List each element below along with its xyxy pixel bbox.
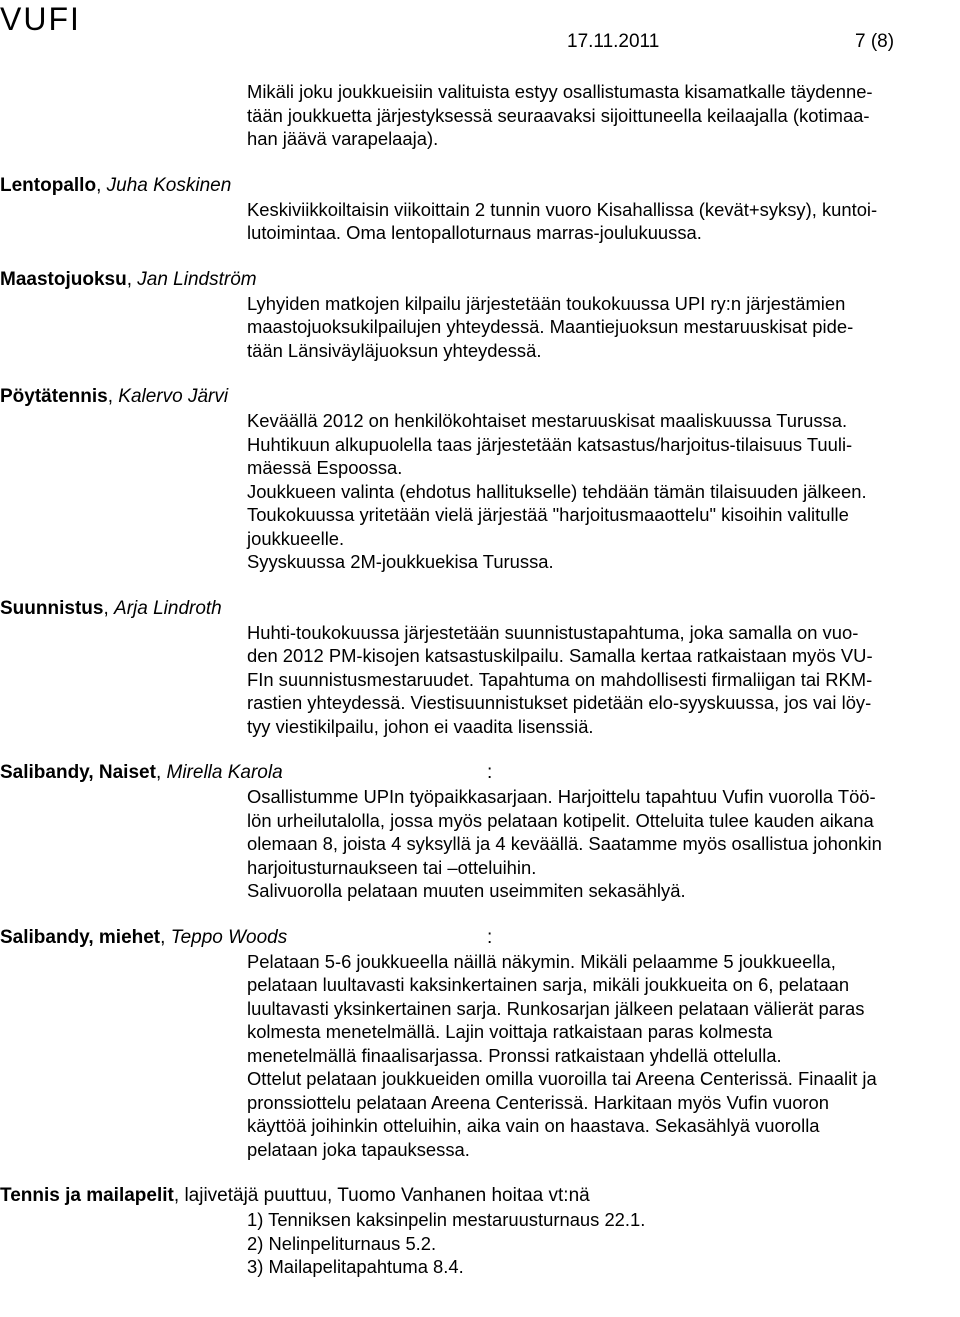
text-line: Pelataan 5-6 joukkueella näillä näkymin. Mikäli pelaamme 5 joukkueella, bbox=[247, 950, 836, 972]
logo: VUFI bbox=[0, 1, 81, 37]
section-text bbox=[247, 409, 959, 574]
separator: , bbox=[96, 174, 107, 196]
section-text bbox=[247, 621, 959, 739]
text-line: Huhti-toukokuussa järjestetään suunnistustapahtuma, joka samalla on vuo- bbox=[247, 621, 859, 643]
sport-name: Tennis ja mailapelit bbox=[0, 1185, 174, 1206]
section-heading bbox=[0, 174, 960, 198]
intro-paragraph bbox=[247, 80, 959, 151]
text-line: pelataan luultavasti kaksinkertainen sarja, mikäli joukkueita on 6, pelataan bbox=[247, 974, 850, 995]
heading-colon: : bbox=[487, 926, 493, 948]
text-line: han jäävä varapelaaja). bbox=[247, 128, 439, 149]
text-line: menetelmällä finaalisarjassa. Pronssi ratkaistaan yhdellä ottelulla. bbox=[247, 1044, 782, 1066]
text-line: 1) Tenniksen kaksinpelin mestaruusturnaus 22.1. bbox=[247, 1209, 646, 1230]
text-line: lutoimintaa. Oma lentopalloturnaus marras-joulukuussa. bbox=[247, 222, 702, 243]
separator: , bbox=[173, 1185, 185, 1206]
text-line: Huhtikuun alkupuolella taas järjestetään katsastus/harjoitus-tilaisuus Tuuli- bbox=[247, 433, 853, 455]
section-text bbox=[247, 198, 959, 245]
separator: , bbox=[126, 268, 138, 290]
text-line: Lyhyiden matkojen kilpailu järjestetään toukokuussa UPI ry:n järjestämien bbox=[247, 292, 846, 314]
text-line: Mikäli joku joukkueisiin valituista estyy osallistumasta kisamatkalle täydenne- bbox=[247, 81, 873, 102]
section-text bbox=[247, 950, 959, 1162]
sport-section bbox=[0, 1184, 960, 1279]
text-line: tään joukkuetta järjestyksessä seuraavaksi sijoittuneella keilaajalla (kotimaa- bbox=[247, 104, 870, 126]
section-heading bbox=[0, 597, 960, 621]
text-line: Osallistumme UPIn työpaikkasarjaan. Harjoittelu tapahtuu Vufin vuorolla Töö- bbox=[247, 786, 876, 807]
text-line: mäessä Espoossa. bbox=[247, 457, 403, 478]
sports-sections bbox=[0, 174, 960, 1279]
coordinator-name: Juha Koskinen bbox=[106, 174, 232, 196]
section-text bbox=[247, 292, 959, 363]
coordinator-name: Jan Lindström bbox=[137, 268, 257, 290]
separator: , bbox=[107, 386, 119, 407]
separator: , bbox=[160, 926, 171, 948]
sport-section bbox=[0, 268, 960, 363]
separator: , bbox=[103, 597, 115, 619]
sport-section bbox=[0, 761, 960, 903]
text-line: Keskiviikkoiltaisin viikoittain 2 tunnin vuoro Kisahallissa (kevät+syksy), kuntoi- bbox=[247, 198, 878, 220]
sport-name: Salibandy, Naiset bbox=[0, 762, 156, 783]
text-line: pelataan joka tapauksessa. bbox=[247, 1138, 470, 1160]
header-date: 17.11.2011 bbox=[567, 31, 660, 52]
text-line: käyttöä joihinkin otteluihin, aika vain on haastava. Sekasählyä vuorolla bbox=[247, 1115, 820, 1136]
sport-name: Lentopallo bbox=[0, 174, 97, 196]
text-line: luultavasti yksinkertainen sarja. Runkosarjan jälkeen pelataan välierät paras bbox=[247, 997, 865, 1019]
text-line: tyy viestikilpailu, johon ei vaadita lisenssiä. bbox=[247, 715, 594, 737]
text-line: den 2012 PM-kisojen katsastuskilpailu. Samalla kertaa ratkaistaan myös VU- bbox=[247, 645, 873, 666]
sport-section bbox=[0, 385, 960, 574]
text-line: Toukokuussa yritetään vielä järjestää "harjoitusmaaottelu" kisoihin valitulle bbox=[247, 504, 849, 525]
text-line: harjoitusturnaukseen tai –otteluihin. bbox=[247, 856, 537, 878]
section-heading bbox=[0, 926, 960, 950]
section-text bbox=[247, 1208, 959, 1279]
page-number: 7 (8) bbox=[855, 31, 895, 52]
section-heading bbox=[0, 761, 960, 785]
text-line: FIn suunnistusmestaruudet. Tapahtuma on mahdollisesti firmaliigan tai RKM- bbox=[247, 668, 873, 690]
document-body bbox=[0, 80, 960, 1279]
text-line: 3) Mailapelitapahtuma 8.4. bbox=[247, 1256, 464, 1277]
text-line: tään Länsiväyläjuoksun yhteydessä. bbox=[247, 339, 542, 361]
sport-name: Suunnistus bbox=[0, 597, 104, 619]
heading-note: lajivetäjä puuttuu, Tuomo Vanhanen hoitaa vt:nä bbox=[184, 1185, 590, 1206]
sport-name: Salibandy, miehet bbox=[0, 926, 161, 948]
text-line: olemaan 8, joista 4 syksyllä ja 4 keväällä. Saatamme myös osallistua johonkin bbox=[247, 833, 882, 854]
text-line: kolmesta menetelmällä. Lajin voittaja ratkaistaan paras kolmesta bbox=[247, 1021, 773, 1042]
text-line: joukkueelle. bbox=[247, 527, 345, 549]
separator: , bbox=[155, 762, 167, 783]
coordinator-name: Mirella Karola bbox=[166, 762, 283, 783]
heading-colon: : bbox=[487, 762, 493, 783]
sport-name: Pöytätennis bbox=[0, 386, 108, 407]
section-heading bbox=[0, 1184, 960, 1208]
section-heading bbox=[0, 385, 960, 409]
text-line: pronssiottelu pelataan Areena Centerissä. Harkitaan myös Vufin vuoron bbox=[247, 1091, 830, 1113]
text-line: Joukkueen valinta (ehdotus hallitukselle) tehdään tämän tilaisuuden jälkeen. bbox=[247, 480, 867, 502]
text-line: lön urheilutalolla, jossa myös pelataan kotipelit. Otteluita tulee kauden aikana bbox=[247, 809, 874, 831]
sport-section bbox=[0, 597, 960, 739]
text-line: maastojuoksukilpailujen yhteydessä. Maantiejuoksun mestaruuskisat pide- bbox=[247, 316, 854, 337]
section-text bbox=[247, 785, 959, 903]
text-line: 2) Nelinpeliturnaus 5.2. bbox=[247, 1232, 437, 1254]
coordinator-name: Kalervo Järvi bbox=[118, 386, 229, 407]
sport-name: Maastojuoksu bbox=[0, 268, 127, 290]
coordinator-name: Arja Lindroth bbox=[114, 597, 222, 619]
sport-section bbox=[0, 174, 960, 245]
sport-section bbox=[0, 926, 960, 1162]
text-line: Ottelut pelataan joukkueiden omilla vuoroilla tai Areena Centerissä. Finaalit ja bbox=[247, 1068, 877, 1089]
text-line: Syyskuussa 2M-joukkuekisa Turussa. bbox=[247, 551, 554, 572]
text-line: rastien yhteydessä. Viestisuunnistukset pidetään elo-syyskuussa, jos vai löy- bbox=[247, 692, 872, 713]
text-line: Salivuorolla pelataan muuten useimmiten sekasählyä. bbox=[247, 880, 686, 901]
section-heading bbox=[0, 268, 960, 292]
text-line: Keväällä 2012 on henkilökohtaiset mestaruuskisat maaliskuussa Turussa. bbox=[247, 410, 848, 431]
coordinator-name: Teppo Woods bbox=[170, 926, 288, 948]
